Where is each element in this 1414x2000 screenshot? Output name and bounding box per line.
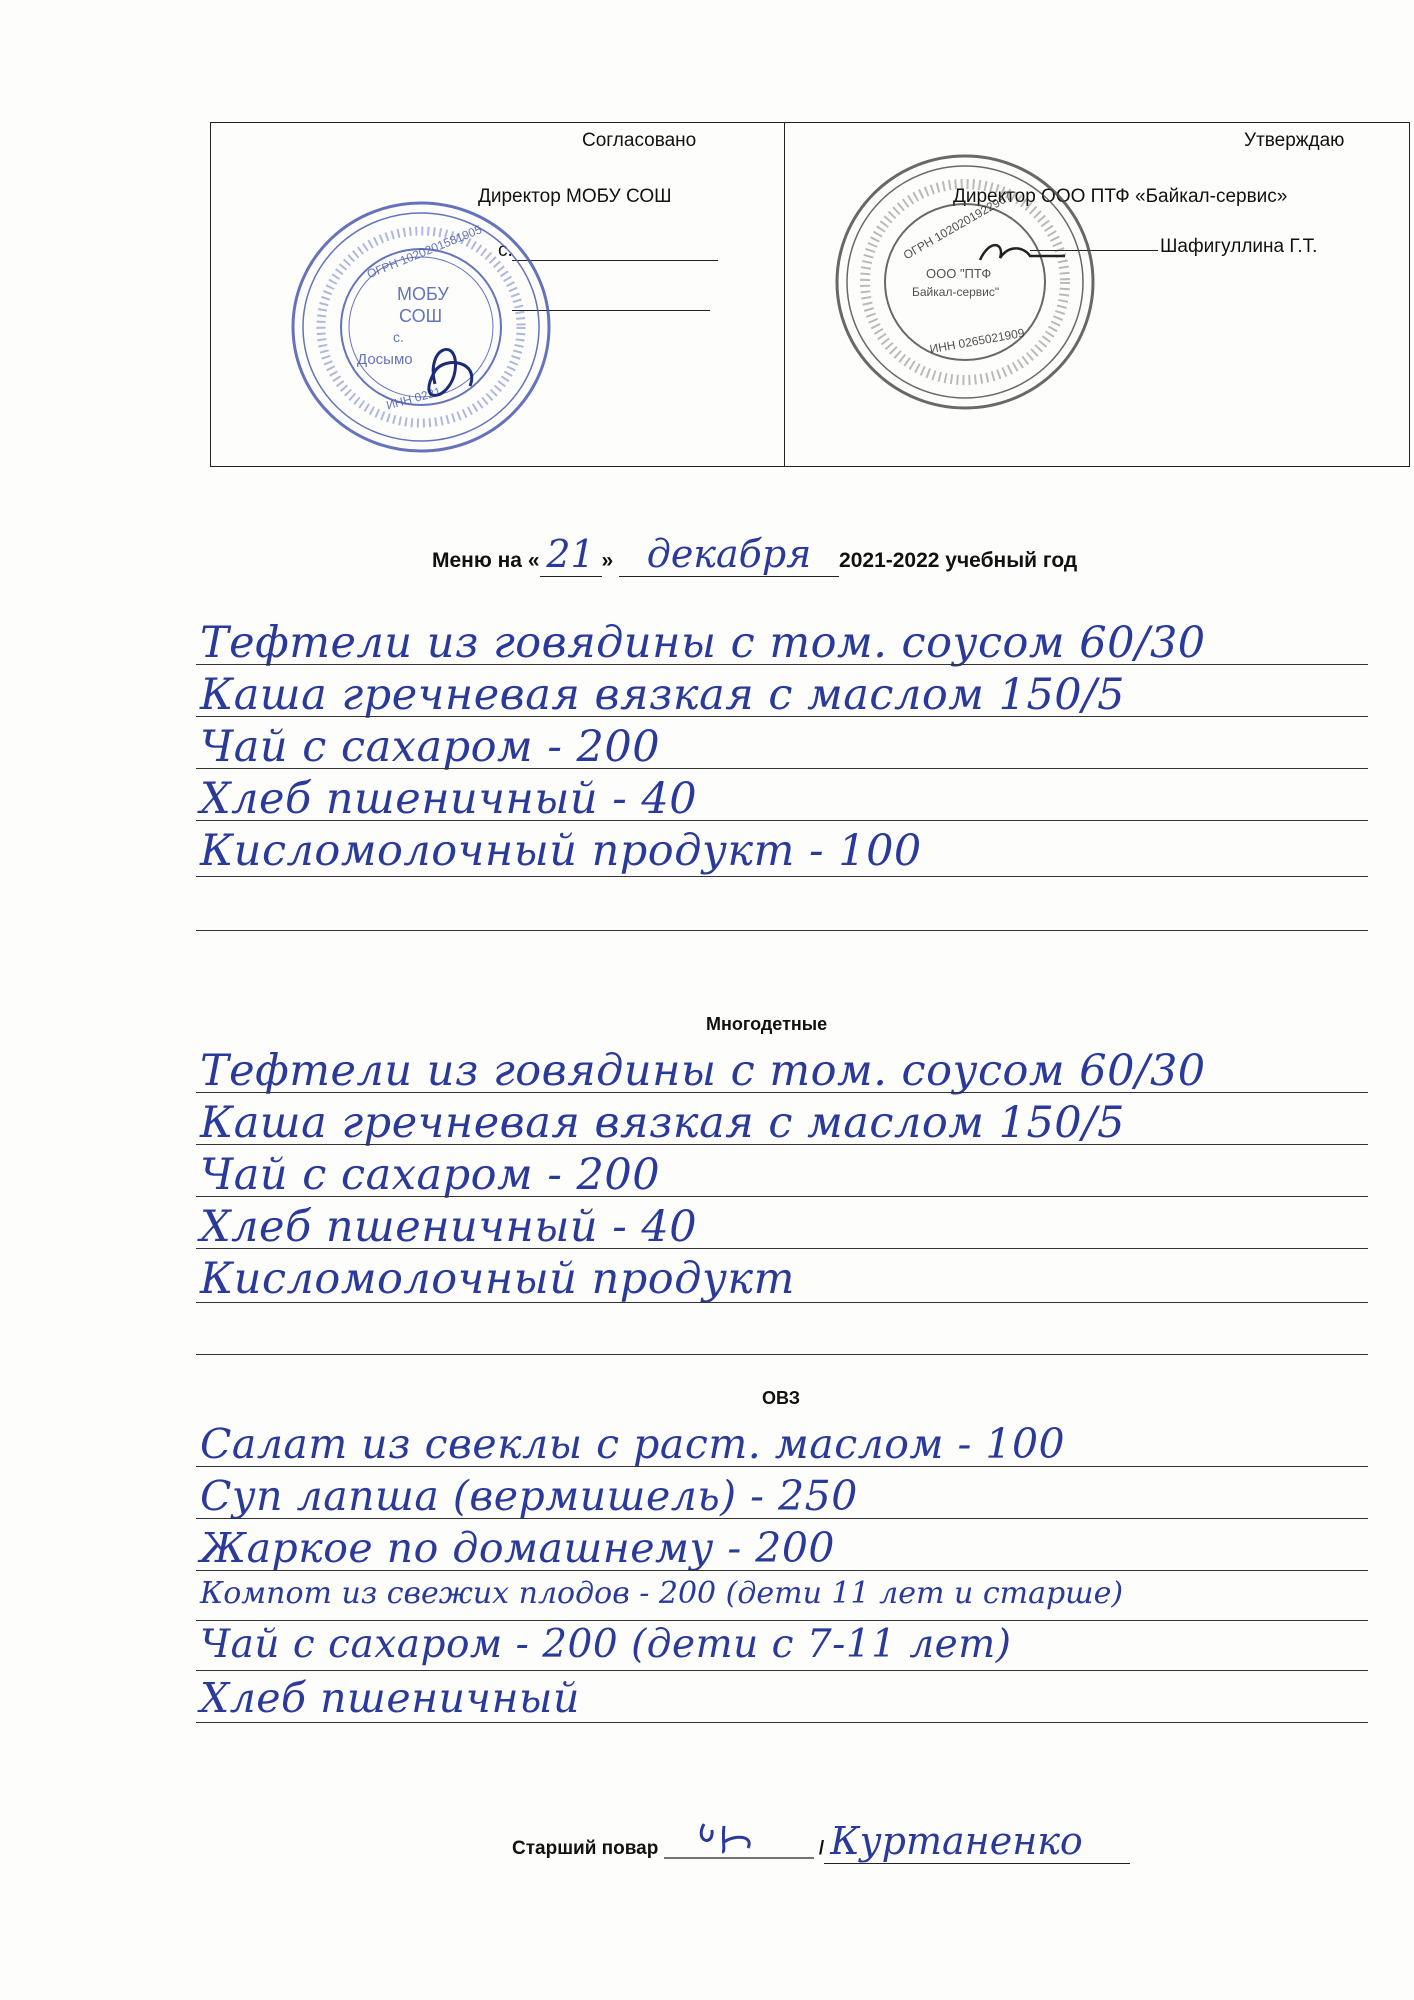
agreed-village-prefix: с. <box>498 240 513 261</box>
ovz-item: Компот из свежих плодов - 200 (дети 11 лет и старше) <box>200 1576 1124 1611</box>
menu-title-month: декабря <box>619 532 839 577</box>
ovz-rule <box>196 1722 1368 1723</box>
ovz-rule <box>196 1620 1368 1621</box>
large-families-rule <box>196 1196 1368 1197</box>
ovz-item: Суп лапша (вермишель) - 250 <box>200 1472 858 1520</box>
menu-title-prefix: Меню на « <box>432 549 540 572</box>
approve-heading: Утверждаю <box>1244 130 1345 151</box>
menu-main-rule <box>196 876 1368 877</box>
large-families-rule <box>196 1248 1368 1249</box>
ovz-item: Хлеб пшеничный <box>200 1674 580 1722</box>
large-families-rule <box>196 1144 1368 1145</box>
menu-main-rule <box>196 820 1368 821</box>
approval-divider <box>784 122 785 467</box>
company-stamp-inn: ИНН 0265021909 <box>928 325 1026 357</box>
ovz-rule <box>196 1518 1368 1519</box>
approve-position: Директор ООО ПТФ «Байкал-сервис» <box>953 186 1288 207</box>
school-stamp-ogrn: ОГРН 1020201581905 <box>364 222 484 282</box>
school-stamp-line1: МОБУ <box>397 284 449 304</box>
large-families-rule <box>196 1302 1368 1303</box>
ovz-rule <box>196 1466 1368 1467</box>
large-families-title: Многодетные <box>706 1014 828 1034</box>
ovz-title: ОВЗ <box>762 1388 801 1408</box>
school-stamp-inn: ИНН 0221 <box>384 384 443 413</box>
ovz-item: Салат из свеклы с раст. маслом - 100 <box>200 1420 1066 1468</box>
menu-main-item: Кисломолочный продукт - 100 <box>200 826 922 876</box>
chef-signature <box>664 1812 814 1862</box>
menu-main-item: Хлеб пшеничный - 40 <box>200 774 698 824</box>
ovz-item: Жаркое по домашнему - 200 <box>200 1524 836 1572</box>
company-stamp-ogrn: ОГРН 1020201922967 <box>900 188 1015 263</box>
large-families-item: Хлеб пшеничный - 40 <box>200 1202 698 1252</box>
agreed-heading: Согласовано <box>582 130 697 151</box>
menu-main-rule <box>196 664 1368 665</box>
footer: Старший повар / Куртаненко <box>512 1812 1130 1864</box>
company-director-signature <box>980 245 1065 260</box>
menu-main-rule <box>196 930 1368 931</box>
large-families-rule <box>196 1092 1368 1093</box>
ovz-item: Чай с сахаром - 200 (дети с 7-11 лет) <box>200 1622 1012 1667</box>
ovz-rule <box>196 1670 1368 1671</box>
school-stamp <box>285 196 557 458</box>
company-stamp-line1: ООО "ПТФ <box>926 266 992 281</box>
agreed-position: Директор МОБУ СОШ <box>478 186 672 207</box>
large-families-rule <box>196 1354 1368 1355</box>
large-families-item: Каша гречневая вязкая с маслом 150/5 <box>200 1098 1126 1148</box>
company-stamp <box>830 148 1100 416</box>
menu-main-item: Каша гречневая вязкая с маслом 150/5 <box>200 670 1126 720</box>
menu-title-suffix: 2021-2022 учебный год <box>839 549 1078 572</box>
company-stamp-line2: Байкал-сервис" <box>912 285 1000 299</box>
menu-main-rule <box>196 716 1368 717</box>
menu-main-rule <box>196 768 1368 769</box>
menu-title-day: 21 <box>540 532 602 577</box>
approve-name: Шафигуллина Г.Т. <box>1160 236 1318 257</box>
menu-title <box>432 532 1077 577</box>
school-stamp-line4: Досымо <box>357 351 413 368</box>
large-families-item: Кисломолочный продукт <box>200 1254 795 1304</box>
large-families-item: Тефтели из говядины с том. соусом 60/30 <box>200 1046 1206 1096</box>
footer-label: Старший повар <box>512 1838 659 1859</box>
school-stamp-line2: СОШ <box>399 306 443 326</box>
menu-main-item: Тефтели из говядины с том. соусом 60/30 <box>200 618 1206 668</box>
ovz-rule <box>196 1570 1368 1571</box>
menu-main-item: Чай с сахаром - 200 <box>200 722 661 772</box>
menu-title-mid: » <box>601 549 614 572</box>
large-families-item: Чай с сахаром - 200 <box>200 1150 661 1200</box>
school-stamp-line3: с. <box>393 329 404 345</box>
footer-chef-name: Куртаненко <box>824 1819 1130 1864</box>
